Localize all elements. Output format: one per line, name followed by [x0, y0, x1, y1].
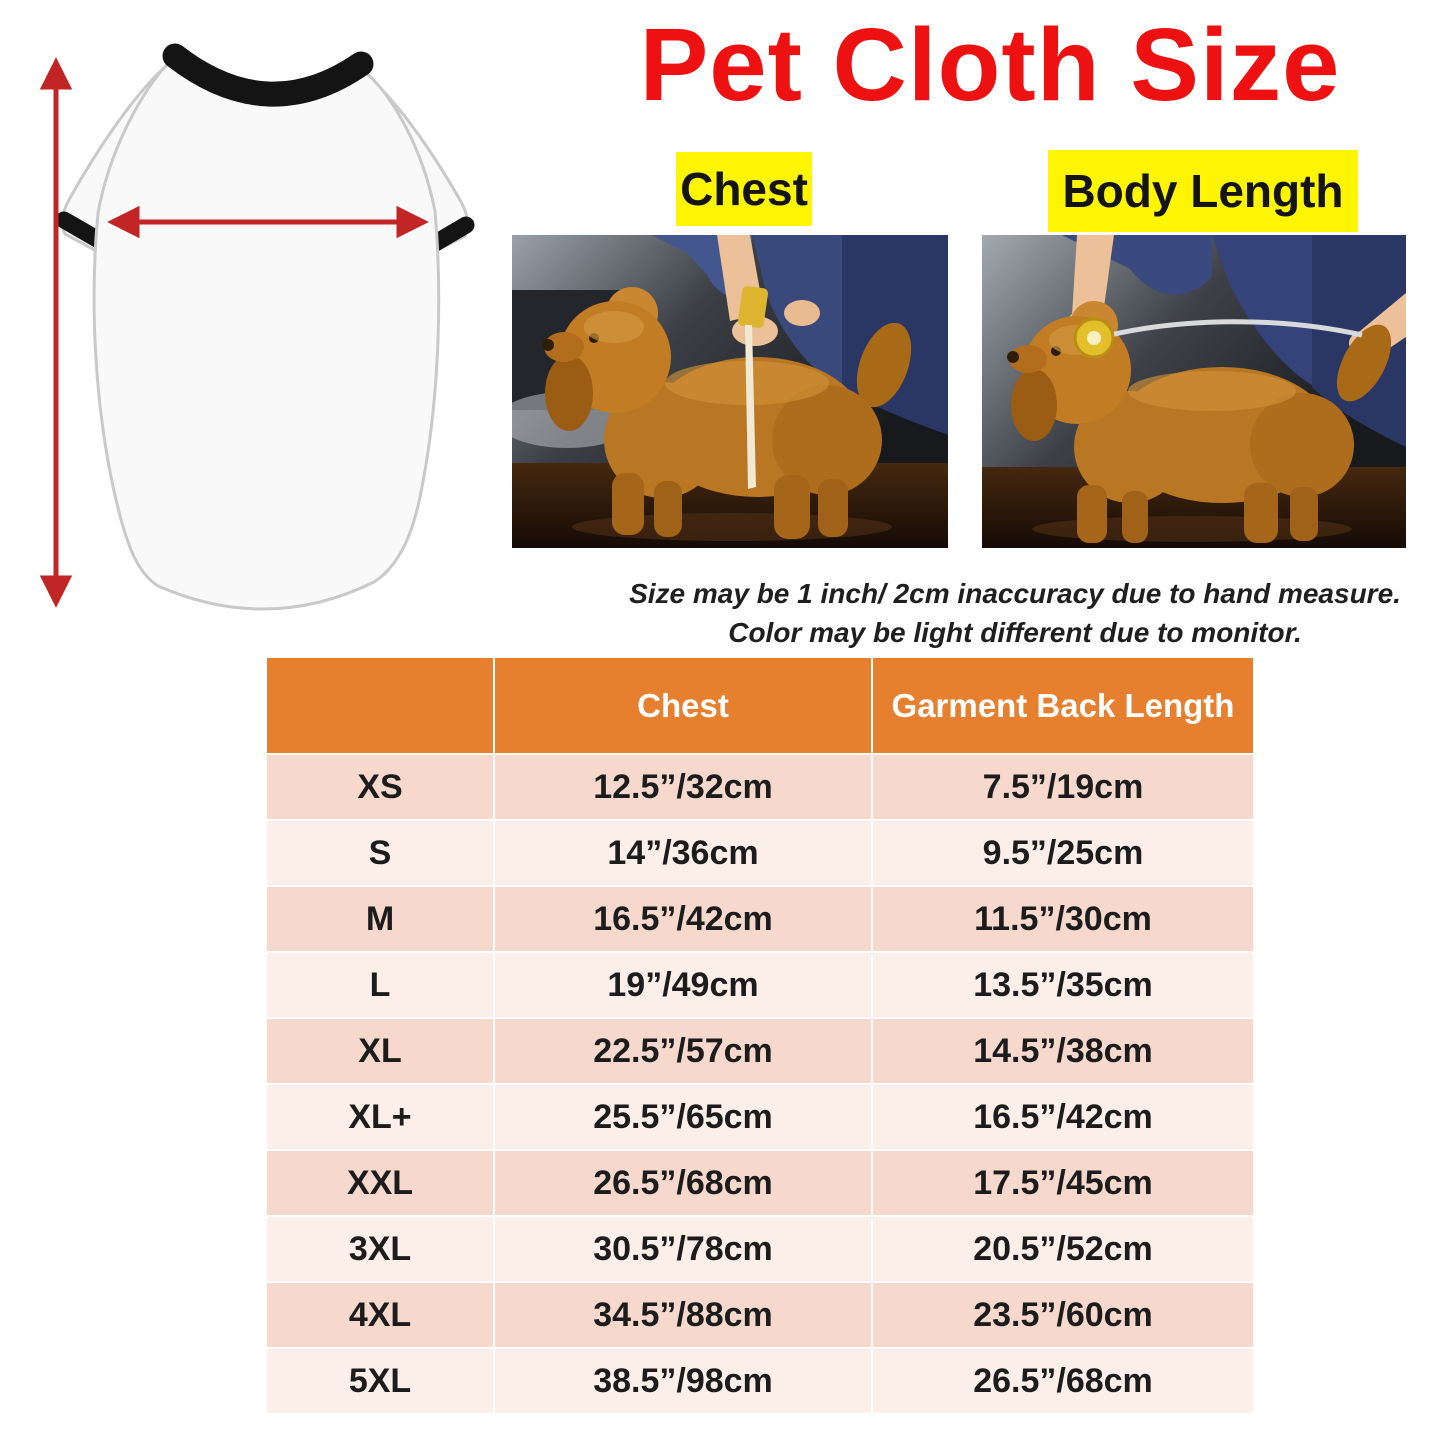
tape-device — [737, 285, 768, 328]
table-row — [266, 754, 1254, 820]
chest-cell: 34.5”/88cm — [494, 1282, 872, 1348]
table-row — [266, 886, 1254, 952]
back-length-cell: 7.5”/19cm — [872, 754, 1254, 820]
chest-measurement-photo — [512, 235, 948, 548]
chest-cell: 14”/36cm — [494, 820, 872, 886]
dog-leg — [1077, 485, 1107, 543]
shirt-body — [94, 58, 439, 609]
body-length-photo-label: Body Length — [1048, 150, 1358, 232]
table-row — [266, 1150, 1254, 1216]
table-row — [266, 1348, 1254, 1414]
disclaimer-line-2: Color may be light different due to monitor. — [728, 617, 1302, 648]
back-length-cell: 20.5”/52cm — [872, 1216, 1254, 1282]
body-length-measurement-photo — [982, 235, 1406, 548]
chest-cell: 38.5”/98cm — [494, 1348, 872, 1414]
dog-ear — [1011, 369, 1057, 441]
dog-nose — [542, 339, 554, 351]
table-row — [266, 1282, 1254, 1348]
size-cell: XXL — [266, 1150, 494, 1216]
table-row — [266, 1018, 1254, 1084]
table-header-row — [266, 657, 1254, 754]
size-cell: S — [266, 820, 494, 886]
tshirt-measurement-diagram — [18, 28, 493, 640]
groomer-hand — [784, 300, 820, 326]
dog-leg — [654, 481, 682, 537]
dog-leg — [1290, 487, 1318, 541]
disclaimer-line-1: Size may be 1 inch/ 2cm inaccuracy due to hand measure. — [629, 578, 1401, 609]
back-length-cell: 26.5”/68cm — [872, 1348, 1254, 1414]
chest-photo-label: Chest — [676, 152, 812, 226]
back-length-cell: 23.5”/60cm — [872, 1282, 1254, 1348]
dog-leg — [818, 479, 848, 537]
back-length-cell: 13.5”/35cm — [872, 952, 1254, 1018]
table-row — [266, 1084, 1254, 1150]
dog-leg — [1122, 491, 1148, 543]
dog-leg — [774, 475, 810, 539]
chest-cell: 22.5”/57cm — [494, 1018, 872, 1084]
back-length-cell: 11.5”/30cm — [872, 886, 1254, 952]
collar-trim — [175, 56, 361, 94]
column-header-chest: Chest — [494, 657, 872, 754]
back-length-cell: 16.5”/42cm — [872, 1084, 1254, 1150]
size-cell: XL — [266, 1018, 494, 1084]
size-cell: 4XL — [266, 1282, 494, 1348]
size-cell: 5XL — [266, 1348, 494, 1414]
page-title: Pet Cloth Size — [639, 7, 1341, 122]
table-row — [266, 1216, 1254, 1282]
dog-nose — [1007, 351, 1019, 363]
back-length-cell: 14.5”/38cm — [872, 1018, 1254, 1084]
dog-ear — [545, 355, 593, 431]
size-cell: L — [266, 952, 494, 1018]
column-header-size — [266, 657, 494, 754]
chest-cell: 16.5”/42cm — [494, 886, 872, 952]
chest-cell: 12.5”/32cm — [494, 754, 872, 820]
chest-cell: 30.5”/78cm — [494, 1216, 872, 1282]
size-cell: XS — [266, 754, 494, 820]
back-length-cell: 17.5”/45cm — [872, 1150, 1254, 1216]
column-header-back-length: Garment Back Length — [872, 657, 1254, 754]
size-cell: XL+ — [266, 1084, 494, 1150]
dog-leg — [612, 473, 644, 535]
table-row — [266, 952, 1254, 1018]
size-table — [265, 656, 1255, 1415]
dog-leg — [1244, 483, 1278, 543]
back-length-cell: 9.5”/25cm — [872, 820, 1254, 886]
chest-cell: 26.5”/68cm — [494, 1150, 872, 1216]
measure-disclaimer — [540, 574, 1445, 652]
chest-cell: 19”/49cm — [494, 952, 872, 1018]
table-row — [266, 820, 1254, 886]
chest-cell: 25.5”/65cm — [494, 1084, 872, 1150]
size-cell: M — [266, 886, 494, 952]
size-cell: 3XL — [266, 1216, 494, 1282]
